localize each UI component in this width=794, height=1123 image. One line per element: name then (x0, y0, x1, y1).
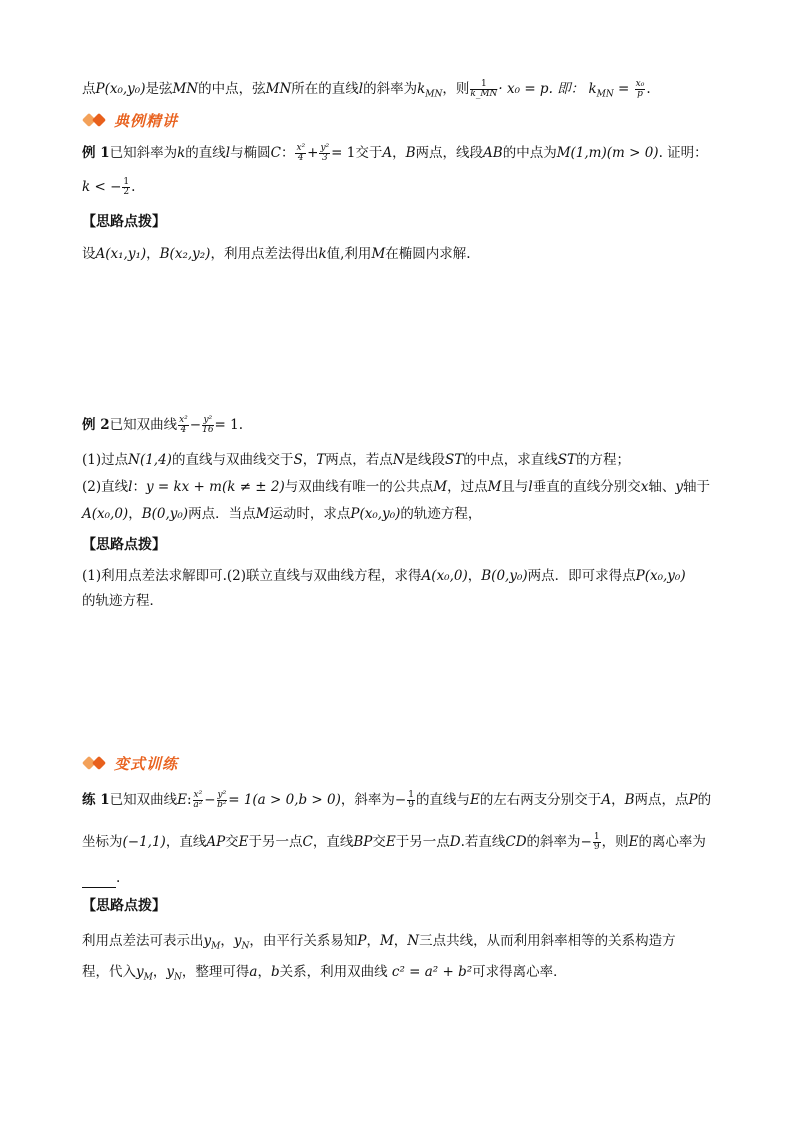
fraction (217, 791, 228, 810)
example2-hint-title: 【思路点拨】 (82, 537, 166, 553)
math: N (392, 452, 405, 468)
text: ，利用点差法得出 (210, 246, 319, 262)
math: B(x₂,y₂) (159, 246, 211, 262)
section-header-examples (82, 109, 178, 131)
frac-den: k_MN (470, 89, 498, 99)
text: 在椭圆内求解. (385, 246, 471, 262)
math: k (318, 246, 327, 262)
text: ，由平行关系易知 (249, 933, 358, 949)
fraction (193, 791, 204, 810)
text: 值,利用 (326, 246, 372, 262)
math: k (177, 145, 186, 161)
section-title: 变式训练 (114, 754, 179, 773)
text: 的方程； (576, 452, 631, 468)
math: BP (353, 834, 373, 850)
text: (2)直线 (82, 479, 129, 495)
text: . 证明： (658, 145, 708, 161)
text: 垂直的直线分别交 (532, 479, 641, 495)
frac-num: 1 (123, 177, 130, 187)
math: M (255, 506, 270, 522)
text: 与双曲线有唯一的公共点 (284, 479, 434, 495)
practice1-hint-line2 (82, 962, 714, 988)
frac-num: y² (320, 143, 330, 153)
math: c² = a² + b² (391, 964, 473, 980)
frac-den: 16 (202, 425, 214, 435)
practice1-line1 (82, 790, 714, 810)
frac-num: y² (217, 790, 227, 800)
text: 的中点，求直线 (463, 452, 558, 468)
text: 运动时，求点 (269, 506, 351, 522)
text: ， (220, 933, 234, 949)
frac-den: 4 (180, 425, 187, 435)
text: ，则 (442, 81, 470, 97)
math: k < − (82, 179, 122, 195)
fraction (319, 144, 330, 163)
example1-line1 (82, 143, 714, 163)
text: ， (467, 568, 482, 584)
text: 关系，利用双曲线 (279, 964, 392, 980)
text: : (186, 792, 192, 808)
text: ，斜率为− (340, 792, 407, 808)
text: . (646, 81, 651, 97)
math: y (166, 964, 174, 980)
text: ： (132, 479, 146, 495)
frac-num: 1 (408, 790, 414, 800)
text: ， (393, 933, 408, 949)
math: E (469, 792, 480, 808)
text: ，则 (601, 834, 629, 850)
frac-num: 1 (593, 832, 600, 842)
text: ， (257, 964, 271, 980)
math: M (487, 479, 502, 495)
text: 的中点，弦 (198, 81, 266, 97)
math: y (233, 933, 242, 949)
math: A(x₀,0) (82, 506, 129, 522)
math: A (601, 792, 612, 808)
example-label: 例 1 (82, 145, 110, 161)
math: AB (483, 145, 503, 161)
text: 的中点为 (502, 145, 557, 161)
math: B (405, 145, 416, 161)
text: ， (302, 452, 317, 468)
practice1-line2 (82, 832, 714, 852)
text: 是线段 (404, 452, 446, 468)
text: . (131, 179, 136, 195)
practice1-answer-line (82, 868, 714, 888)
math: D (449, 834, 461, 850)
text: 且与 (501, 479, 529, 495)
frac-num: x² (179, 415, 188, 425)
math: A(x₁,y₁) (95, 246, 147, 262)
math: MN (265, 81, 292, 97)
text: ， (128, 506, 142, 522)
frac-den: p (637, 89, 643, 99)
math: k (417, 81, 426, 97)
math: N(1,4) (128, 452, 172, 468)
text: ， (366, 933, 380, 949)
text: 两点，点 (634, 792, 689, 808)
math: N (407, 933, 420, 949)
math: E (238, 834, 249, 850)
math: S (293, 452, 303, 468)
example-label: 例 2 (82, 417, 110, 433)
math: C (302, 834, 313, 850)
text: 两点．即可求得点 (527, 568, 636, 584)
math: M(1,m)(m > 0) (556, 145, 659, 161)
math: − (189, 417, 202, 433)
math: B(0,y₀) (481, 568, 528, 584)
text: = 1. (214, 417, 244, 433)
text: 已知斜率为 (109, 145, 178, 161)
math: = 1(a > 0,b > 0) (228, 792, 341, 808)
text: 轴、 (648, 479, 676, 495)
text: 的离心率为 (638, 834, 706, 850)
text: 的直线与 (415, 792, 470, 808)
math: l (225, 145, 231, 161)
math: ST (445, 452, 464, 468)
text: 交 (225, 834, 239, 850)
math: E (177, 792, 187, 808)
text: 轴于 (683, 479, 711, 495)
fraction (470, 80, 497, 99)
math-sub: MN (596, 89, 614, 100)
text: = 1交于 (331, 145, 383, 161)
math: P(x₀,y₀) (635, 568, 686, 584)
frac-num: x₀ (635, 79, 645, 89)
text: ： (280, 145, 295, 161)
text: 已知双曲线 (109, 792, 178, 808)
example1-line2 (82, 177, 714, 197)
text: 于另一点 (395, 834, 450, 850)
text: 程，代入 (82, 964, 136, 980)
math: − (204, 792, 216, 808)
frac-num: x² (193, 790, 203, 800)
text: 两点，若点 (325, 452, 393, 468)
math-sub: N (241, 941, 250, 952)
text: ， (146, 246, 160, 262)
text: ，直线 (165, 834, 207, 850)
math: A (382, 145, 393, 161)
section-header-practice (82, 752, 178, 774)
text: 的斜率为 (363, 81, 418, 97)
math: + (307, 145, 319, 161)
fraction (593, 833, 601, 852)
practice1-hint-line1 (82, 931, 714, 957)
text: ， (152, 964, 167, 980)
math: P(x₀,y₀) (350, 506, 401, 522)
math: CD (505, 834, 527, 850)
fraction (295, 144, 306, 163)
text: 坐标为 (82, 834, 123, 850)
text: 两点．当点 (188, 506, 256, 522)
fraction (202, 416, 213, 435)
math: E (628, 834, 639, 850)
frac-den: b² (217, 800, 227, 810)
math: y (675, 479, 684, 495)
text: 可求得离心率． (472, 964, 567, 980)
math: B(0,y₀) (141, 506, 189, 522)
fraction (178, 416, 189, 435)
math: b (270, 964, 280, 980)
text: ， (611, 792, 625, 808)
frac-den: 2 (123, 187, 130, 197)
frac-num: x² (296, 143, 306, 153)
text: 利用点差法可表示出 (82, 933, 204, 949)
fraction (635, 80, 646, 99)
example1-hint-title: 【思路点拨】 (82, 214, 166, 230)
math: C (270, 145, 281, 161)
math-sub: M (211, 941, 221, 952)
text: 已知双曲线 (109, 417, 178, 433)
text: 的直线 (185, 145, 226, 161)
math: x (640, 479, 649, 495)
text: 交 (372, 834, 386, 850)
example2-q1 (82, 450, 714, 470)
frac-den: 9 (593, 842, 600, 852)
math: A(x₀,0) (421, 568, 468, 584)
math: a (249, 964, 258, 980)
text: 的轨迹方程， (400, 506, 482, 522)
math: MN (172, 81, 199, 97)
fraction (122, 178, 130, 197)
text: = (613, 81, 634, 97)
text: 的直线与双曲线交于 (171, 452, 294, 468)
practice1-hint-title: 【思路点拨】 (82, 898, 166, 914)
example2-hint-line2: 的轨迹方程． (82, 593, 163, 609)
text: ， (392, 145, 406, 161)
frac-den: 3 (321, 153, 328, 163)
math: M (371, 246, 386, 262)
text: 所在的直线 (291, 81, 359, 97)
text: 的 (697, 792, 712, 808)
text: (1)过点 (82, 452, 129, 468)
math: y (203, 933, 212, 949)
frac-num: y² (203, 415, 213, 425)
math: T (316, 452, 326, 468)
text: 三点共线，从而利用斜率相等的关系构造方 (419, 933, 676, 949)
text: 设 (82, 246, 96, 262)
intro-line (82, 79, 714, 105)
math: l (128, 479, 133, 495)
math: P (357, 933, 367, 949)
text: 的斜率为− (526, 834, 592, 850)
math: ST (557, 452, 577, 468)
example2-q2-cont (82, 504, 714, 524)
math: M (379, 933, 394, 949)
section-title: 典例精讲 (114, 111, 179, 130)
math-sub: N (174, 972, 182, 983)
math: E (385, 834, 396, 850)
math: P (688, 792, 698, 808)
diamond-icon (82, 755, 108, 771)
text: ，直线 (312, 834, 354, 850)
text: .若直线 (460, 834, 506, 850)
math: · x₀ = p. 即： k (498, 81, 597, 97)
math-sub: M (143, 972, 153, 983)
frac-den: 4 (297, 153, 304, 163)
math: P(x₀,y₀) (95, 81, 146, 97)
frac-den: 9 (408, 800, 414, 810)
text: ，过点 (447, 479, 488, 495)
text: 的左右两支分别交于 (479, 792, 602, 808)
math: y = kx + m(k ≠ ± 2) (145, 479, 285, 495)
math: l (528, 479, 533, 495)
text: 于另一点 (248, 834, 303, 850)
fraction (407, 791, 415, 810)
example1-hint (82, 244, 714, 264)
text: 与椭圆 (230, 145, 271, 161)
math: (−1,1) (122, 834, 166, 850)
frac-den: a² (193, 800, 203, 810)
diamond-icon (82, 112, 108, 128)
math: y (136, 964, 144, 980)
text: . (116, 870, 121, 886)
math-sub: MN (425, 89, 443, 100)
example2-hint-line1 (82, 566, 714, 586)
answer-blank[interactable] (82, 873, 116, 888)
text: 点 (82, 81, 96, 97)
math: AP (206, 834, 226, 850)
text: 两点，线段 (415, 145, 484, 161)
text: 是弦 (145, 81, 173, 97)
math: B (624, 792, 635, 808)
example2-line1 (82, 415, 714, 435)
math: l (358, 81, 364, 97)
frac-num: 1 (470, 80, 497, 90)
math: M (433, 479, 448, 495)
example2-q2 (82, 477, 714, 497)
text: (1)利用点差法求解即可.(2)联立直线与双曲线方程，求得 (82, 568, 422, 584)
practice-label: 练 1 (82, 792, 110, 808)
text: ，整理可得 (181, 964, 250, 980)
